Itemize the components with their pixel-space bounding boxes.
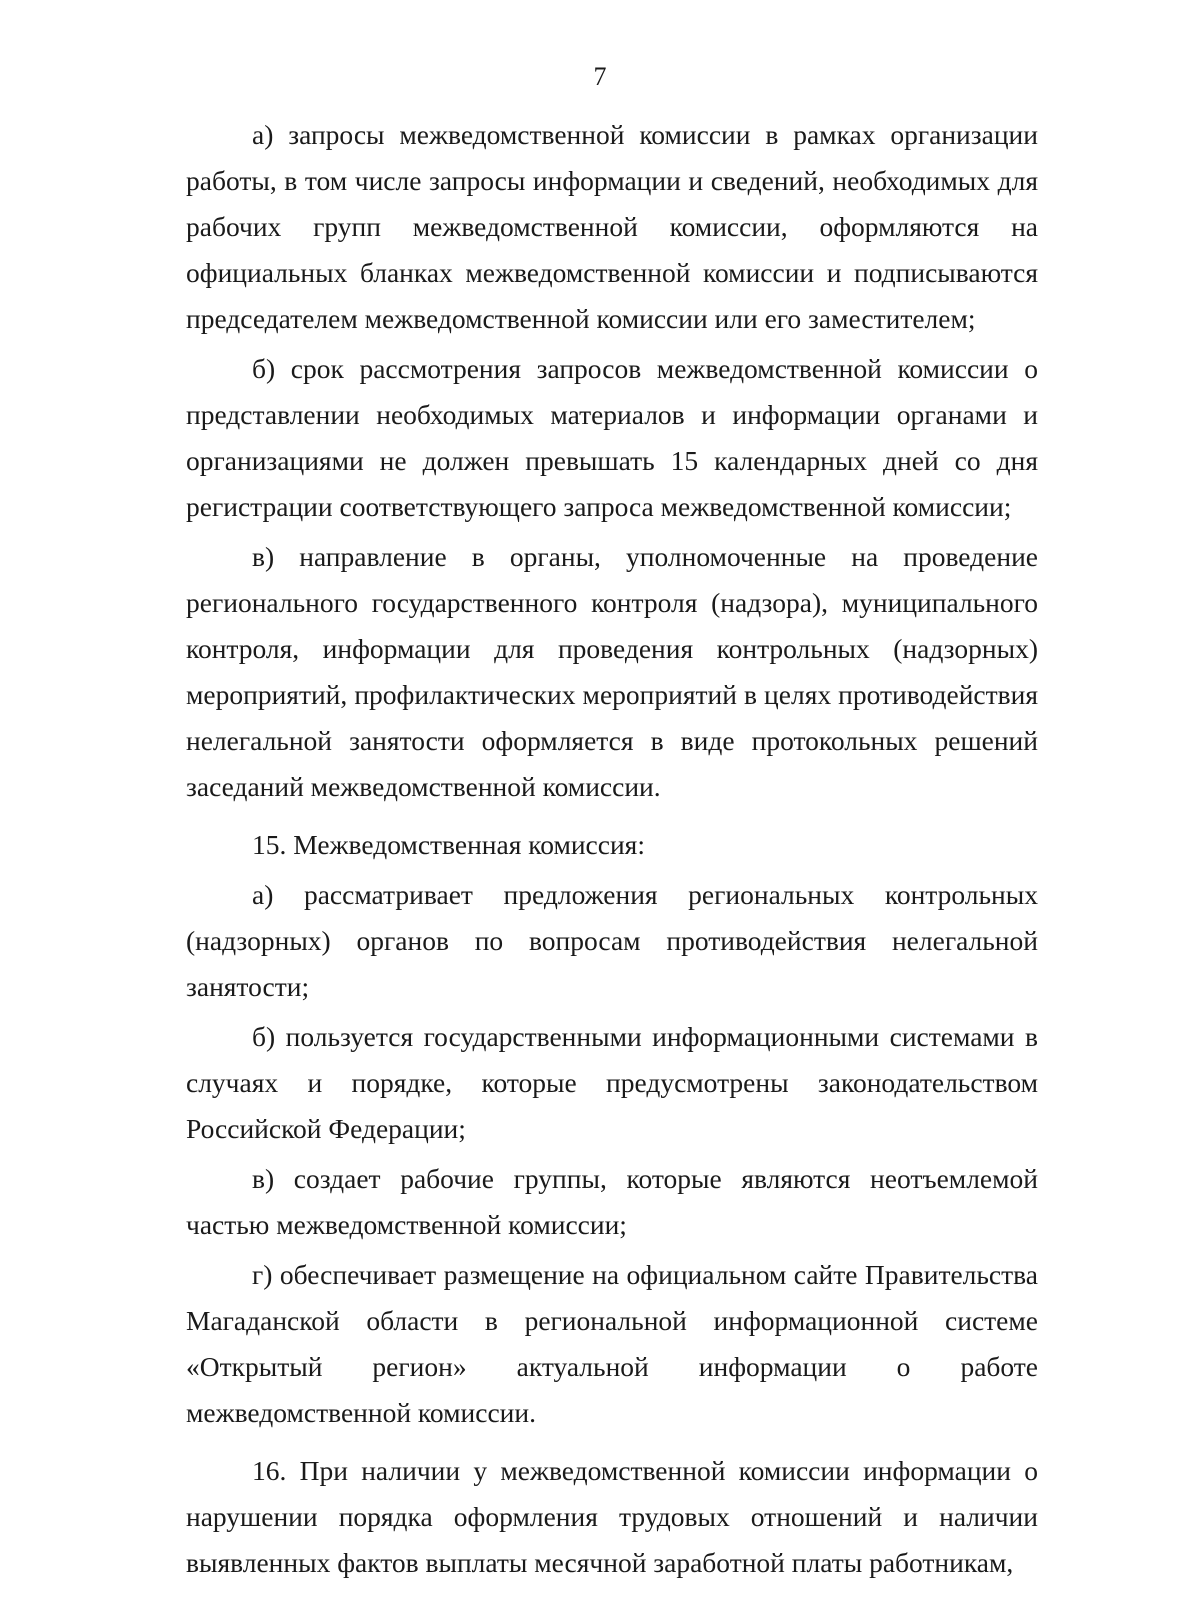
paragraph-14a: а) запросы межведомственной комиссии в рамках организации работы, в том числе запросы информации и сведений, необходимых для рабочих групп межведомственной комиссии, оформляются на официальных бланках межведомственной комиссии и подписываются председателем межведомственной комиссии или его заместителем;: [186, 119, 1038, 334]
paragraph-15-heading: 15. Межведомственная комиссия:: [252, 829, 645, 860]
paragraph-14b: б) срок рассмотрения запросов межведомственной комиссии о представлении необходимых материалов и информации органами и организациями не должен превышать 15 календарных дней со дня регистрации соответствующего запроса межведомственной комиссии;: [186, 353, 1038, 522]
paragraph-15g: г) обеспечивает размещение на официальном сайте Правительства Магаданской области в региональной информационной системе «Открытый регион» актуальной информации о работе межведомственной комиссии.: [186, 1259, 1038, 1428]
paragraph-15a: а) рассматривает предложения региональных контрольных (надзорных) органов по вопросам противодействия нелегальной занятости;: [186, 879, 1038, 1002]
document-body: [186, 112, 1038, 1586]
paragraph-15v: в) создает рабочие группы, которые являются неотъемлемой частью межведомственной комиссии;: [186, 1163, 1038, 1240]
paragraph-15b: б) пользуется государственными информационными системами в случаях и порядке, которые предусмотрены законодательством Российской Федерации;: [186, 1021, 1038, 1144]
paragraph-16: 16. При наличии у межведомственной комиссии информации о нарушении порядка оформления трудовых отношений и наличии выявленных фактов выплаты месячной заработной платы работникам,: [186, 1455, 1038, 1578]
page-number: 7: [593, 62, 607, 91]
paragraph-14v: в) направление в органы, уполномоченные на проведение регионального государственного контроля (надзора), муниципального контроля, информации для проведения контрольных (надзорных) мероприятий, профилактических мероприятий в целях противодействия нелегальной занятости оформляется в виде протокольных решений заседаний межведомственной комиссии.: [186, 541, 1038, 802]
